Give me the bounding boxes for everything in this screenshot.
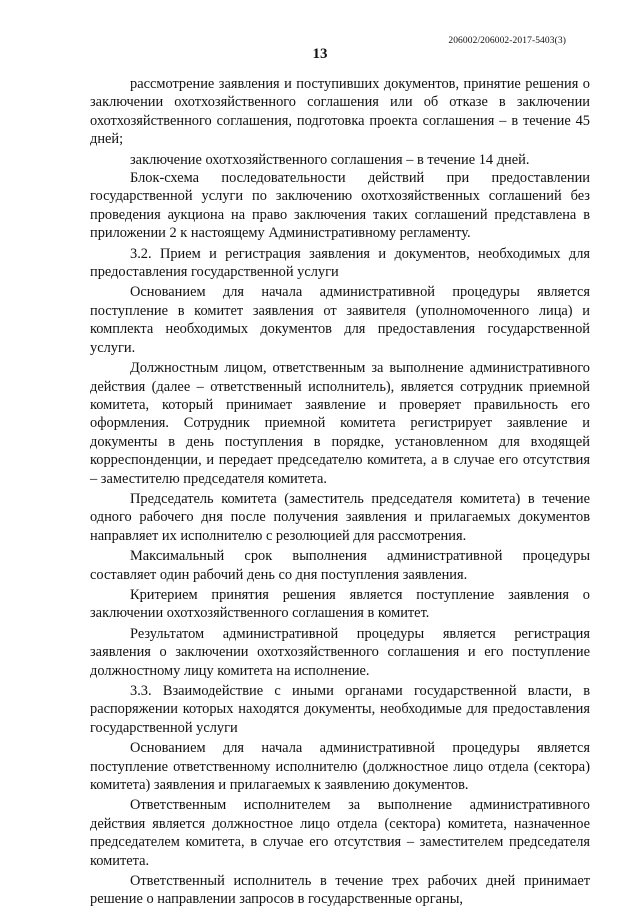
section-heading: 3.2. Прием и регистрация заявления и документов, необходимых для предоставления государственной услуги: [90, 245, 590, 281]
paragraph: Председатель комитета (заместитель председателя комитета) в течение одного рабочего дня после получения заявления и прилагаемых документов направляет их исполнителю с резолюцией для рассмотрения.: [90, 490, 590, 544]
paragraph: Результатом административной процедуры является регистрация заявления о заключении охотхозяйственного соглашения и его поступление должностному лицу комитета на исполнение.: [90, 625, 590, 679]
paragraph: заключение охотхозяйственного соглашения – в течение 14 дней.: [130, 151, 530, 168]
paragraph: Основанием для начала административной процедуры является поступление ответственному исполнителю (должностное лицо отдела (сектора) комитета) заявления и прилагаемых к заявлению документов.: [90, 740, 590, 794]
paragraph: Ответственный исполнитель в течение трех рабочих дней принимает решение о направлении запросов в государственные органы,: [90, 873, 590, 908]
paragraph: Должностным лицом, ответственным за выполнение административного действия (далее – ответственный исполнитель), является сотрудник приемной комитета, который принимает заявление и проверяет правильность его оформления. Сотрудник приемной комитета регистрирует заявление и документы в день поступления в порядке, установленном для входящей корреспонденции, и передает председателю комитета, а в случае его отсутствия – заместителю председателя комитета.: [90, 360, 590, 487]
paragraph: рассмотрение заявления и поступивших документов, принятие решения о заключении охотхозяйственного соглашения или об отказе в заключении охотхозяйственного соглашения, подготовка проекта соглашения – в течение 45 дней;: [90, 76, 590, 148]
paragraph: Максимальный срок выполнения административной процедуры составляет один рабочий день со дня поступления заявления.: [90, 548, 590, 583]
paragraph: Критерием принятия решения является поступление заявления о заключении охотхозяйственного соглашения в комитет.: [90, 586, 590, 622]
document-id: 206002/206002-2017-5403(3): [448, 36, 566, 46]
paragraph: Основанием для начала административной процедуры является поступление в комитет заявления от заявителя (уполномоченного лица) и комплекта необходимых документов для предоставления государственной услуги.: [90, 284, 590, 356]
document-body: [90, 75, 590, 909]
paragraph: Блок-схема последовательности действий при предоставлении государственной услуги по заключению охотхозяйственных соглашений без проведения аукциона на право заключения таких соглашений представлена в приложении 2 к настоящему Административному регламенту.: [90, 170, 590, 242]
paragraph: Ответственным исполнителем за выполнение административного действия является должностное лицо отдела (сектора) комитета, назначенное председателем комитета, в случае его отсутствия – заместителем председателя комитета.: [90, 797, 590, 869]
page-number: 13: [312, 46, 328, 62]
section-heading: 3.3. Взаимодействие с иными органами государственной власти, в распоряжении которых находятся документы, необходимые для предоставления государственной услуги: [90, 683, 590, 736]
